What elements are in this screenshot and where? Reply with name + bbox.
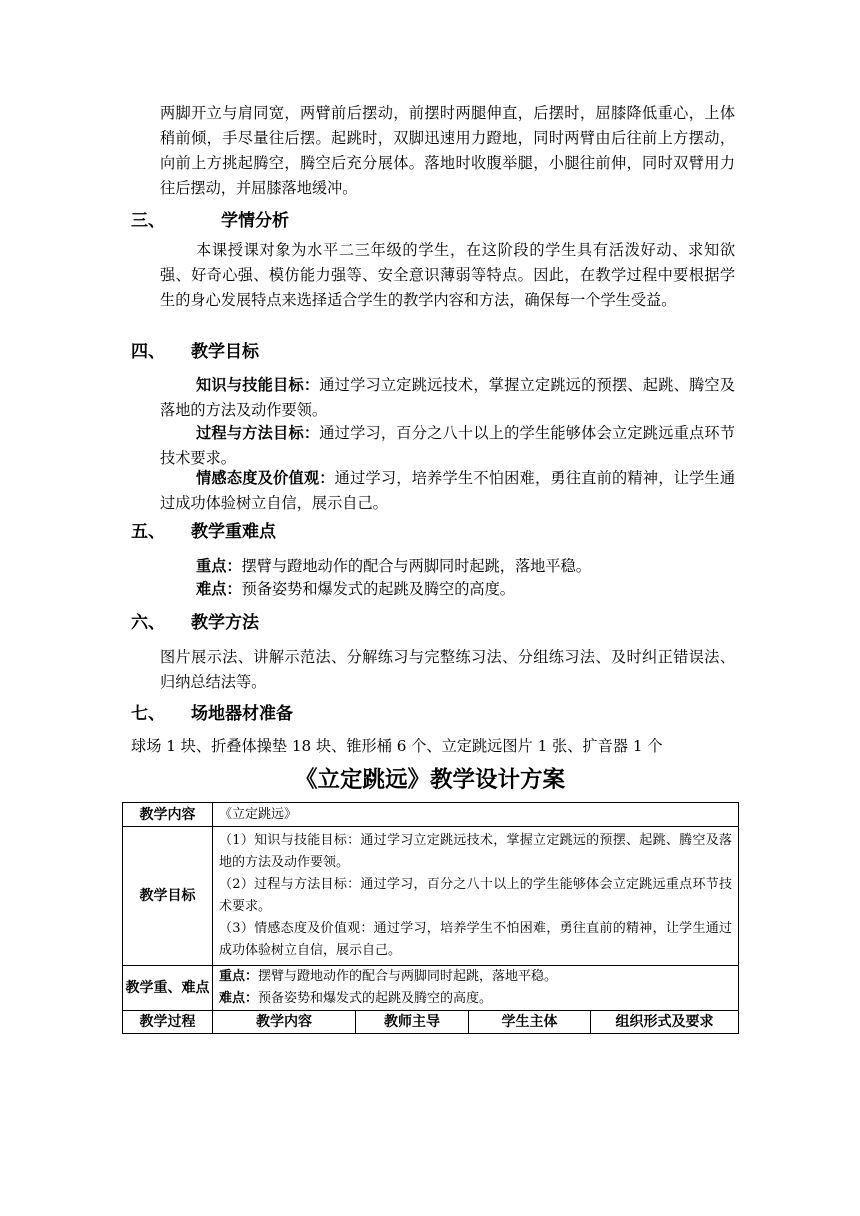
section-4-heading [131, 338, 259, 366]
row-label: 教学目标 [123, 827, 213, 966]
section-3-paragraph: 本课授课对象为水平二三年级的学生，在这阶段的学生具有活泼好动、求知欲强、好奇心强、模仿能力强等、安全意识薄弱等特点。因此，在教学过程中要根据学生的身心发展特点来选择适合学生的教学内容和方法，确保每一个学生受益。 [160, 241, 735, 309]
column-header: 教师主导 [356, 1011, 469, 1034]
section-7-heading [131, 700, 293, 728]
section-5-heading [131, 518, 276, 546]
difficult-point-label: 难点： [196, 580, 242, 598]
key-point-text: 摆臂与蹬地动作的配合与两脚同时起跳，落地平稳。 [241, 557, 591, 575]
column-header: 组织形式及要求 [591, 1011, 739, 1034]
row-label: 教学内容 [123, 803, 213, 827]
key-label: 重点： [219, 969, 259, 984]
goal-line: （3）情感态度及价值观：通过学习，培养学生不怕困难，勇往直前的精神，让学生通过成功体验树立自信，展示自己。 [219, 921, 733, 958]
row-label: 教学重、难点 [123, 966, 213, 1011]
key-text: 摆臂与蹬地动作的配合与两脚同时起跳，落地平稳。 [258, 969, 558, 984]
difficult-point-text: 预备姿势和爆发式的起跳及腾空的高度。 [241, 580, 515, 598]
section-title: 教学方法 [191, 613, 259, 633]
goal-emotion [160, 466, 735, 516]
key-point-label: 重点： [196, 557, 242, 575]
section-3-heading [131, 207, 289, 235]
difficult-line [219, 988, 732, 1010]
goal-text: 通过学习，培养学生不怕困难，勇往直前的精神，让学生通过成功体验树立自信，展示自己。 [160, 469, 735, 512]
difficult-point [196, 577, 515, 601]
goal-label: 情感态度及价值观： [196, 469, 335, 487]
content-value: 《立定跳远》 [213, 803, 739, 827]
key-point [196, 554, 591, 578]
key-line [219, 966, 732, 988]
difficult-label: 难点： [219, 991, 259, 1006]
table-row [123, 966, 739, 1011]
intro-paragraph: 两脚开立与肩同宽，两臂前后摆动，前摆时两腿伸直，后摆时，屈膝降低重心，上体稍前倾，手尽量往后摆。起跳时，双脚迅速用力蹬地，同时两臂由后往前上方摆动，向前上方挑起腾空，腾空后充分展体。落地时收腹举腿，小腿往前伸，同时双臂用力往后摆动，并屈膝落地缓冲。 [160, 104, 735, 197]
goal-text: 通过学习，百分之八十以上的学生能够体会立定跳远重点环节技术要求。 [160, 424, 735, 467]
goal-line: （2）过程与方法目标：通过学习，百分之八十以上的学生能够体会立定跳远重点环节技术要求。 [219, 877, 733, 914]
goal-knowledge [160, 373, 735, 423]
goals-cell [213, 827, 739, 966]
goal-label: 过程与方法目标： [196, 424, 320, 442]
goal-text: 通过学习立定跳远技术，掌握立定跳远的预摆、起跳、腾空及落地的方法及动作要领。 [160, 376, 735, 419]
goal-line: （1）知识与技能目标：通过学习立定跳远技术，掌握立定跳远的预摆、起跳、腾空及落地的方法及动作要领。 [219, 833, 733, 870]
section-title: 教学重难点 [191, 522, 276, 542]
section-6-paragraph: 图片展示法、讲解示范法、分解练习与完整练习法、分组练习法、及时纠正错误法、归纳总结法等。 [160, 648, 735, 691]
table-header-row [123, 1011, 739, 1034]
table-row [123, 803, 739, 827]
column-header: 学生主体 [469, 1011, 591, 1034]
section-6-heading [131, 609, 259, 637]
plan-title: 《立定跳远》教学设计方案 [294, 767, 565, 793]
section-title: 场地器材准备 [191, 704, 293, 724]
goal-process [160, 421, 735, 471]
section-number: 六、 [131, 613, 165, 633]
equipment-list: 球场 1 块、折叠体操垫 18 块、锥形桶 6 个、立定跳远图片 1 张、扩音器 1 个 [131, 737, 663, 755]
key-cell [213, 966, 739, 1011]
lesson-plan-table [122, 802, 739, 1034]
section-title: 学情分析 [221, 211, 289, 231]
section-title: 教学目标 [191, 342, 259, 362]
difficult-text: 预备姿势和爆发式的起跳及腾空的高度。 [258, 991, 493, 1006]
goal-label: 知识与技能目标： [196, 376, 320, 394]
section-number: 三、 [131, 211, 165, 231]
section-number: 七、 [131, 704, 165, 724]
column-header: 教学内容 [213, 1011, 356, 1034]
section-number: 五、 [131, 522, 165, 542]
section-number: 四、 [131, 342, 165, 362]
column-header: 教学过程 [123, 1011, 213, 1034]
table-row [123, 827, 739, 966]
